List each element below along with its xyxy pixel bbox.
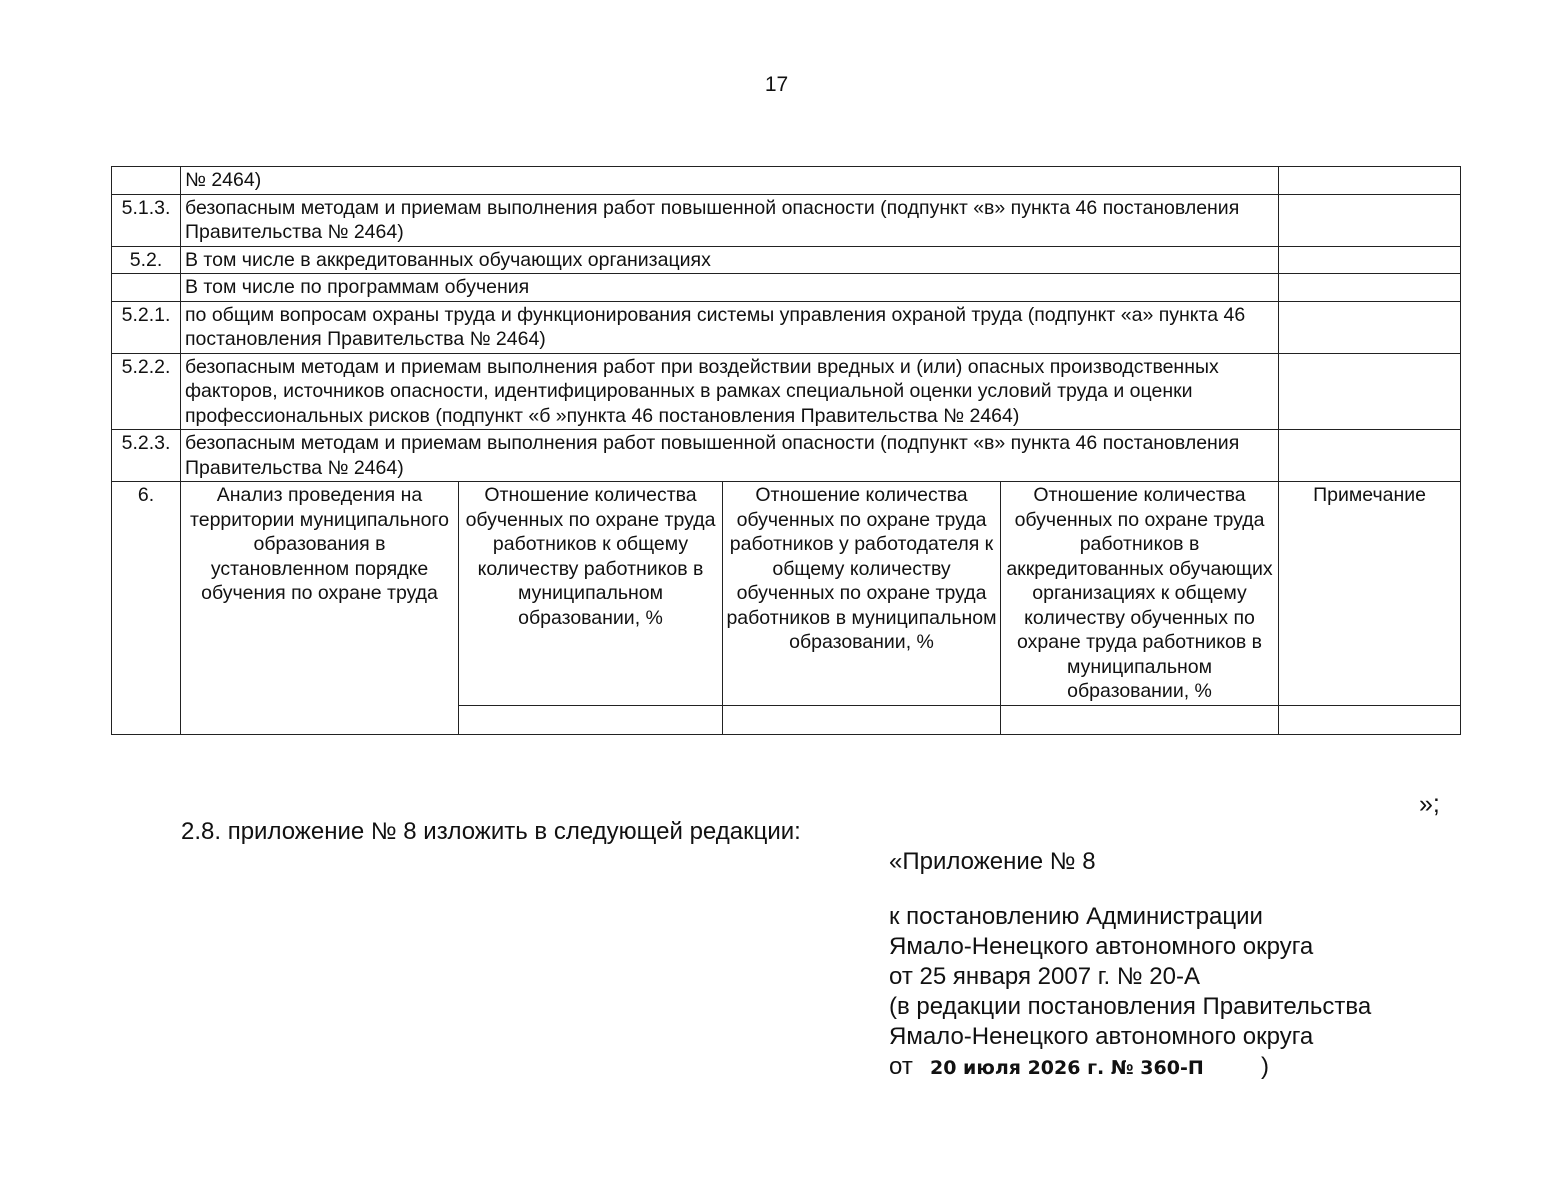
ratio-accredited-value [1001, 705, 1279, 734]
table-row [112, 194, 1461, 246]
row-empty-cell [1279, 246, 1461, 274]
closing-quote: »; [1419, 790, 1440, 818]
ratio-municipal-value [459, 705, 723, 734]
row-text: безопасным методам и приемам выполнения работ повышенной опасности (подпункт «в» пункта 46 постановления Правительства № 2464) [181, 430, 1279, 482]
row-number [112, 274, 181, 302]
page-number: 17 [764, 73, 789, 96]
appendix-line: Ямало-Ненецкого автономного округа [889, 1023, 1314, 1050]
row-empty-cell [1279, 430, 1461, 482]
row-number: 5.1.3. [112, 194, 181, 246]
table-row [112, 167, 1461, 195]
note-value [1279, 705, 1461, 734]
row-number [112, 167, 181, 195]
row-number: 5.2.2. [112, 353, 181, 430]
row-text: по общим вопросам охраны труда и функционирования системы управления охраной труда (подпункт «а» пункта 46 постановления Правительства № 2464) [181, 301, 1279, 353]
table-row-6-header [112, 482, 1461, 706]
row-empty-cell [1279, 353, 1461, 430]
ratio-employer-value [723, 705, 1001, 734]
row-number: 6. [112, 482, 181, 735]
appendix-title: «Приложение № 8 [889, 848, 1096, 875]
row-number: 5.2.1. [112, 301, 181, 353]
report-table [111, 166, 1461, 735]
appendix-line: от 25 января 2007 г. № 20-А [889, 963, 1200, 990]
ratio-accredited-header: Отношение количества обученных по охране труда работников в аккредитованных обучающих организациях к общему количеству обученных по охране труда работников в муниципальном образовании, % [1001, 482, 1279, 706]
row-text: В том числе по программам обучения [181, 274, 1279, 302]
row-text: В том числе в аккредитованных обучающих организациях [181, 246, 1279, 274]
analysis-title: Анализ проведения на территории муниципального образования в установленном порядке обучения по охране труда [181, 482, 459, 735]
resolution-date-stamp: 20 июля 2026 г. № 360-П [930, 1057, 1204, 1079]
row-empty-cell [1279, 194, 1461, 246]
appendix-date-line [889, 1052, 1371, 1082]
appendix-line: к постановлению Администрации [889, 903, 1263, 930]
date-prefix: от [889, 1053, 913, 1080]
row-text: безопасным методам и приемам выполнения работ повышенной опасности (подпункт «в» пункта 46 постановления Правительства № 2464) [181, 194, 1279, 246]
table-row [112, 353, 1461, 430]
appendix-line: Ямало-Ненецкого автономного округа [889, 933, 1314, 960]
date-suffix: ) [1261, 1053, 1269, 1080]
table-row [112, 301, 1461, 353]
row-empty-cell [1279, 301, 1461, 353]
row-number: 5.2. [112, 246, 181, 274]
row-number: 5.2.3. [112, 430, 181, 482]
amendment-paragraph: 2.8. приложение № 8 изложить в следующей редакции: [181, 818, 801, 845]
table-row [112, 246, 1461, 274]
appendix-block [889, 902, 1371, 1082]
row-empty-cell [1279, 167, 1461, 195]
row-text: безопасным методам и приемам выполнения работ при воздействии вредных и (или) опасных производственных факторов, источников опасности, идентифицированных в рамках специальной оценки условий труда и оценки профессиональных рисков (подпункт «б »пункта 46 постановления Правительства № 2464) [181, 353, 1279, 430]
note-header: Примечание [1279, 482, 1461, 706]
appendix-line: (в редакции постановления Правительства [889, 993, 1372, 1020]
row-empty-cell [1279, 274, 1461, 302]
table-row [112, 430, 1461, 482]
row-text: № 2464) [181, 167, 1279, 195]
ratio-employer-header: Отношение количества обученных по охране труда работников у работодателя к общему количеству обученных по охране труда работников в муниципальном образовании, % [723, 482, 1001, 706]
table-row [112, 274, 1461, 302]
ratio-municipal-header: Отношение количества обученных по охране труда работников к общему количеству работников в муниципальном образовании, % [459, 482, 723, 706]
